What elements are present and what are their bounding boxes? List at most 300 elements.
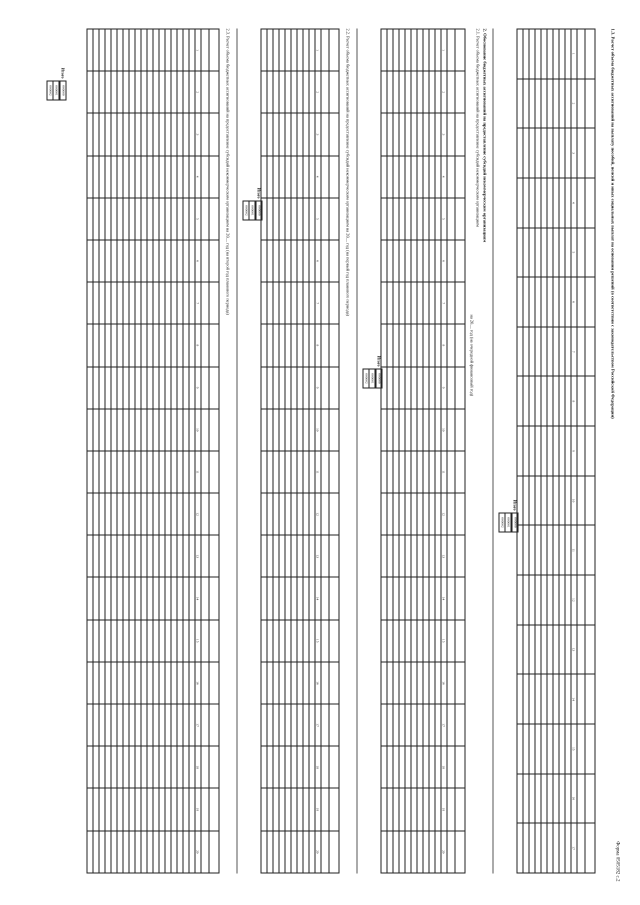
table-cell[interactable]	[183, 493, 189, 535]
table-cell[interactable]	[135, 29, 141, 71]
table-cell[interactable]	[177, 282, 183, 324]
table-cell[interactable]	[553, 29, 559, 79]
table-cell[interactable]	[291, 704, 297, 746]
table-cell[interactable]	[99, 198, 105, 240]
table-cell[interactable]	[273, 71, 279, 113]
table-cell[interactable]	[273, 620, 279, 662]
table-cell[interactable]	[129, 746, 135, 788]
table-cell[interactable]	[411, 240, 417, 282]
table-cell[interactable]	[435, 282, 441, 324]
table-cell[interactable]	[387, 409, 393, 451]
table-cell[interactable]	[153, 704, 159, 746]
table-cell[interactable]	[273, 831, 279, 873]
table-cell[interactable]	[111, 240, 117, 282]
table-cell[interactable]	[129, 29, 135, 71]
table-cell[interactable]	[381, 71, 387, 113]
table-cell[interactable]	[291, 409, 297, 451]
table-cell[interactable]	[387, 240, 393, 282]
table-cell[interactable]	[279, 535, 285, 577]
table-cell[interactable]	[129, 620, 135, 662]
table-cell[interactable]	[285, 535, 291, 577]
table-cell[interactable]	[279, 71, 285, 113]
table-cell[interactable]	[189, 71, 195, 113]
table-cell[interactable]	[547, 178, 553, 228]
table-cell[interactable]	[87, 156, 93, 198]
table-cell[interactable]	[387, 29, 393, 71]
table-cell[interactable]	[547, 674, 553, 724]
table-cell[interactable]	[411, 324, 417, 366]
table-cell[interactable]	[87, 577, 93, 619]
table-cell[interactable]	[291, 831, 297, 873]
table-cell[interactable]	[261, 324, 267, 366]
table-cell[interactable]	[517, 823, 523, 873]
table-cell[interactable]	[553, 774, 559, 824]
table-cell[interactable]	[529, 79, 535, 129]
table-cell[interactable]	[559, 625, 565, 675]
table-cell[interactable]	[147, 493, 153, 535]
table-cell[interactable]	[153, 831, 159, 873]
table-cell[interactable]	[411, 704, 417, 746]
table-cell[interactable]	[435, 704, 441, 746]
table-cell[interactable]	[177, 367, 183, 409]
table-cell[interactable]	[393, 746, 399, 788]
table-cell[interactable]	[171, 29, 177, 71]
table-cell[interactable]	[171, 113, 177, 155]
table-cell[interactable]	[135, 535, 141, 577]
table-cell[interactable]	[405, 324, 411, 366]
table-cell[interactable]	[105, 831, 111, 873]
table-cell[interactable]	[189, 493, 195, 535]
table-cell[interactable]	[111, 493, 117, 535]
table-cell[interactable]	[553, 79, 559, 129]
table-cell[interactable]	[429, 451, 435, 493]
table-cell[interactable]	[177, 620, 183, 662]
table-cell[interactable]	[381, 746, 387, 788]
table-cell[interactable]	[423, 409, 429, 451]
table-cell[interactable]	[435, 577, 441, 619]
table-cell[interactable]	[541, 79, 547, 129]
table-cell[interactable]	[261, 831, 267, 873]
table-cell[interactable]	[135, 409, 141, 451]
table-cell[interactable]	[381, 535, 387, 577]
table-cell[interactable]	[297, 788, 303, 830]
table-cell[interactable]	[159, 71, 165, 113]
table-cell[interactable]	[387, 451, 393, 493]
table-cell[interactable]	[547, 575, 553, 625]
table-cell[interactable]	[105, 620, 111, 662]
table-cell[interactable]	[399, 577, 405, 619]
table-cell[interactable]	[153, 577, 159, 619]
table-cell[interactable]	[285, 282, 291, 324]
table-cell[interactable]	[417, 493, 423, 535]
table-cell[interactable]	[423, 493, 429, 535]
table-cell[interactable]	[423, 831, 429, 873]
table-cell[interactable]	[261, 156, 267, 198]
table-cell[interactable]	[189, 156, 195, 198]
table-cell[interactable]	[291, 156, 297, 198]
table-cell[interactable]	[387, 198, 393, 240]
table-cell[interactable]	[279, 620, 285, 662]
table-cell[interactable]	[417, 367, 423, 409]
table-cell[interactable]	[129, 156, 135, 198]
table-cell[interactable]	[381, 282, 387, 324]
table-cell[interactable]	[111, 367, 117, 409]
table-cell[interactable]	[517, 79, 523, 129]
table-cell[interactable]	[111, 113, 117, 155]
table-cell[interactable]	[309, 831, 315, 873]
table-cell[interactable]	[99, 409, 105, 451]
table-cell[interactable]	[435, 29, 441, 71]
table-cell[interactable]	[117, 282, 123, 324]
table-cell[interactable]	[189, 577, 195, 619]
table-cell[interactable]	[99, 29, 105, 71]
table-cell[interactable]	[405, 788, 411, 830]
table-cell[interactable]	[123, 788, 129, 830]
table-cell[interactable]	[141, 282, 147, 324]
table-cell[interactable]	[129, 113, 135, 155]
table-cell[interactable]	[435, 746, 441, 788]
table-cell[interactable]	[141, 29, 147, 71]
table-cell[interactable]	[529, 376, 535, 426]
table-cell[interactable]	[297, 156, 303, 198]
table-cell[interactable]	[117, 71, 123, 113]
table-cell[interactable]	[273, 788, 279, 830]
table-cell[interactable]	[267, 113, 273, 155]
table-cell[interactable]	[141, 662, 147, 704]
table-cell[interactable]	[565, 29, 571, 79]
table-cell[interactable]	[279, 662, 285, 704]
table-cell[interactable]	[523, 376, 529, 426]
table-cell[interactable]	[87, 113, 93, 155]
table-cell[interactable]	[99, 282, 105, 324]
table-cell[interactable]	[135, 198, 141, 240]
table-cell[interactable]	[547, 823, 553, 873]
table-cell[interactable]	[273, 324, 279, 366]
table-cell[interactable]	[387, 831, 393, 873]
table-cell[interactable]	[429, 577, 435, 619]
table-cell[interactable]	[399, 662, 405, 704]
table-cell[interactable]	[417, 451, 423, 493]
table-cell[interactable]	[559, 277, 565, 327]
table-cell[interactable]	[291, 577, 297, 619]
table-cell[interactable]	[123, 29, 129, 71]
table-cell[interactable]	[393, 71, 399, 113]
table-cell[interactable]	[411, 620, 417, 662]
table-cell[interactable]	[135, 831, 141, 873]
table-cell[interactable]	[135, 367, 141, 409]
table-cell[interactable]	[297, 282, 303, 324]
table-cell[interactable]	[399, 409, 405, 451]
table-cell[interactable]	[87, 831, 93, 873]
table-cell[interactable]	[93, 156, 99, 198]
table-cell[interactable]	[553, 823, 559, 873]
table-cell[interactable]	[105, 240, 111, 282]
table-cell[interactable]	[297, 113, 303, 155]
table-cell[interactable]	[129, 577, 135, 619]
table-cell[interactable]	[279, 198, 285, 240]
table-cell[interactable]	[423, 198, 429, 240]
table-cell[interactable]	[105, 113, 111, 155]
table-cell[interactable]	[165, 746, 171, 788]
table-cell[interactable]	[387, 113, 393, 155]
table-cell[interactable]	[189, 788, 195, 830]
table-cell[interactable]	[273, 240, 279, 282]
table-cell[interactable]	[105, 788, 111, 830]
table-cell[interactable]	[141, 746, 147, 788]
table-cell[interactable]	[393, 451, 399, 493]
table-cell[interactable]	[99, 831, 105, 873]
table-cell[interactable]	[529, 674, 535, 724]
table-cell[interactable]	[399, 367, 405, 409]
table-cell[interactable]	[177, 704, 183, 746]
table-cell[interactable]	[135, 71, 141, 113]
table-cell[interactable]	[123, 704, 129, 746]
table-cell[interactable]	[523, 575, 529, 625]
table-cell[interactable]	[417, 746, 423, 788]
table-cell[interactable]	[423, 788, 429, 830]
table-cell[interactable]	[273, 198, 279, 240]
table-cell[interactable]	[429, 324, 435, 366]
table-cell[interactable]	[535, 79, 541, 129]
table-cell[interactable]	[141, 535, 147, 577]
table-cell[interactable]	[105, 704, 111, 746]
table-cell[interactable]	[399, 113, 405, 155]
table-cell[interactable]	[171, 451, 177, 493]
table-cell[interactable]	[309, 156, 315, 198]
table-cell[interactable]	[273, 156, 279, 198]
table-cell[interactable]	[517, 575, 523, 625]
table-cell[interactable]	[117, 324, 123, 366]
table-cell[interactable]	[291, 113, 297, 155]
table-cell[interactable]	[517, 774, 523, 824]
table-cell[interactable]	[285, 71, 291, 113]
table-cell[interactable]	[417, 788, 423, 830]
table-cell[interactable]	[285, 746, 291, 788]
table-cell[interactable]	[261, 240, 267, 282]
table-cell[interactable]	[381, 156, 387, 198]
table-cell[interactable]	[423, 367, 429, 409]
table-cell[interactable]	[423, 451, 429, 493]
table-cell[interactable]	[117, 577, 123, 619]
table-cell[interactable]	[177, 29, 183, 71]
table-cell[interactable]	[541, 575, 547, 625]
table-cell[interactable]	[147, 535, 153, 577]
table-cell[interactable]	[529, 575, 535, 625]
table-cell[interactable]	[547, 426, 553, 476]
table-cell[interactable]	[529, 29, 535, 79]
table-cell[interactable]	[99, 577, 105, 619]
table-cell[interactable]	[285, 367, 291, 409]
table-cell[interactable]	[553, 476, 559, 526]
table-cell[interactable]	[171, 704, 177, 746]
table-cell[interactable]	[93, 198, 99, 240]
table-cell[interactable]	[111, 29, 117, 71]
table-cell[interactable]	[111, 156, 117, 198]
table-cell[interactable]	[261, 113, 267, 155]
table-cell[interactable]	[417, 662, 423, 704]
table-cell[interactable]	[153, 451, 159, 493]
table-cell[interactable]	[93, 409, 99, 451]
table-cell[interactable]	[87, 788, 93, 830]
table-cell[interactable]	[87, 240, 93, 282]
table-cell[interactable]	[279, 156, 285, 198]
table-cell[interactable]	[183, 198, 189, 240]
table-cell[interactable]	[171, 282, 177, 324]
table-cell[interactable]	[547, 79, 553, 129]
table-cell[interactable]	[105, 324, 111, 366]
table-cell[interactable]	[135, 788, 141, 830]
table-cell[interactable]	[559, 228, 565, 278]
table-cell[interactable]	[135, 577, 141, 619]
table-cell[interactable]	[417, 29, 423, 71]
table-cell[interactable]	[99, 113, 105, 155]
table-cell[interactable]	[153, 156, 159, 198]
table-cell[interactable]	[147, 451, 153, 493]
table-cell[interactable]	[273, 493, 279, 535]
table-cell[interactable]	[303, 577, 309, 619]
table-cell[interactable]	[559, 426, 565, 476]
table-cell[interactable]	[535, 724, 541, 774]
table-cell[interactable]	[153, 746, 159, 788]
table-cell[interactable]	[171, 71, 177, 113]
table-cell[interactable]	[165, 156, 171, 198]
table-cell[interactable]	[111, 704, 117, 746]
table-cell[interactable]	[141, 451, 147, 493]
table-cell[interactable]	[123, 577, 129, 619]
table-cell[interactable]	[309, 704, 315, 746]
table-cell[interactable]	[147, 577, 153, 619]
table-cell[interactable]	[135, 662, 141, 704]
table-cell[interactable]	[111, 324, 117, 366]
table-cell[interactable]	[423, 29, 429, 71]
table-cell[interactable]	[171, 409, 177, 451]
table-cell[interactable]	[291, 746, 297, 788]
table-cell[interactable]	[141, 493, 147, 535]
table-cell[interactable]	[165, 409, 171, 451]
table-cell[interactable]	[393, 282, 399, 324]
table-cell[interactable]	[291, 367, 297, 409]
table-cell[interactable]	[553, 128, 559, 178]
table-cell[interactable]	[279, 29, 285, 71]
table-cell[interactable]	[285, 620, 291, 662]
table-cell[interactable]	[297, 367, 303, 409]
table-cell[interactable]	[171, 198, 177, 240]
table-cell[interactable]	[417, 409, 423, 451]
table-cell[interactable]	[111, 451, 117, 493]
table-cell[interactable]	[141, 620, 147, 662]
table-cell[interactable]	[547, 29, 553, 79]
table-cell[interactable]	[279, 367, 285, 409]
table-cell[interactable]	[303, 156, 309, 198]
table-cell[interactable]	[261, 620, 267, 662]
table-cell[interactable]	[141, 367, 147, 409]
table-cell[interactable]	[387, 367, 393, 409]
table-cell[interactable]	[273, 535, 279, 577]
table-cell[interactable]	[429, 704, 435, 746]
table-cell[interactable]	[177, 198, 183, 240]
table-cell[interactable]	[303, 620, 309, 662]
table-cell[interactable]	[273, 662, 279, 704]
table-cell[interactable]	[123, 535, 129, 577]
table-cell[interactable]	[291, 451, 297, 493]
table-cell[interactable]	[541, 426, 547, 476]
table-cell[interactable]	[177, 493, 183, 535]
table-cell[interactable]	[303, 367, 309, 409]
table-cell[interactable]	[541, 823, 547, 873]
table-cell[interactable]	[523, 277, 529, 327]
table-cell[interactable]	[411, 156, 417, 198]
table-cell[interactable]	[399, 451, 405, 493]
table-cell[interactable]	[171, 156, 177, 198]
table-cell[interactable]	[99, 788, 105, 830]
table-cell[interactable]	[547, 128, 553, 178]
table-cell[interactable]	[541, 327, 547, 377]
table-cell[interactable]	[435, 409, 441, 451]
table-cell[interactable]	[267, 577, 273, 619]
table-cell[interactable]	[153, 620, 159, 662]
table-cell[interactable]	[153, 493, 159, 535]
table-cell[interactable]	[111, 409, 117, 451]
table-cell[interactable]	[435, 198, 441, 240]
table-cell[interactable]	[99, 71, 105, 113]
table-cell[interactable]	[297, 746, 303, 788]
table-cell[interactable]	[535, 228, 541, 278]
table-cell[interactable]	[153, 29, 159, 71]
table-cell[interactable]	[565, 376, 571, 426]
table-cell[interactable]	[547, 625, 553, 675]
table-cell[interactable]	[105, 367, 111, 409]
table-cell[interactable]	[267, 788, 273, 830]
table-cell[interactable]	[541, 29, 547, 79]
table-cell[interactable]	[105, 29, 111, 71]
table-cell[interactable]	[417, 240, 423, 282]
table-cell[interactable]	[405, 198, 411, 240]
table-cell[interactable]	[541, 525, 547, 575]
table-cell[interactable]	[159, 662, 165, 704]
table-cell[interactable]	[541, 178, 547, 228]
table-cell[interactable]	[93, 788, 99, 830]
table-cell[interactable]	[279, 240, 285, 282]
table-cell[interactable]	[93, 113, 99, 155]
table-cell[interactable]	[117, 662, 123, 704]
table-cell[interactable]	[279, 113, 285, 155]
table-cell[interactable]	[309, 71, 315, 113]
table-cell[interactable]	[147, 113, 153, 155]
table-cell[interactable]	[87, 746, 93, 788]
table-cell[interactable]	[267, 493, 273, 535]
table-cell[interactable]	[189, 113, 195, 155]
table-cell[interactable]	[417, 71, 423, 113]
table-cell[interactable]	[565, 525, 571, 575]
table-cell[interactable]	[303, 240, 309, 282]
table-cell[interactable]	[159, 493, 165, 535]
table-cell[interactable]	[517, 426, 523, 476]
table-cell[interactable]	[105, 71, 111, 113]
table-cell[interactable]	[411, 493, 417, 535]
table-cell[interactable]	[171, 493, 177, 535]
table-cell[interactable]	[189, 324, 195, 366]
table-cell[interactable]	[297, 535, 303, 577]
table-cell[interactable]	[279, 409, 285, 451]
table-cell[interactable]	[291, 282, 297, 324]
table-cell[interactable]	[261, 788, 267, 830]
table-cell[interactable]	[183, 156, 189, 198]
table-cell[interactable]	[529, 724, 535, 774]
table-cell[interactable]	[393, 113, 399, 155]
table-cell[interactable]	[165, 367, 171, 409]
table-cell[interactable]	[291, 493, 297, 535]
table-cell[interactable]	[165, 198, 171, 240]
